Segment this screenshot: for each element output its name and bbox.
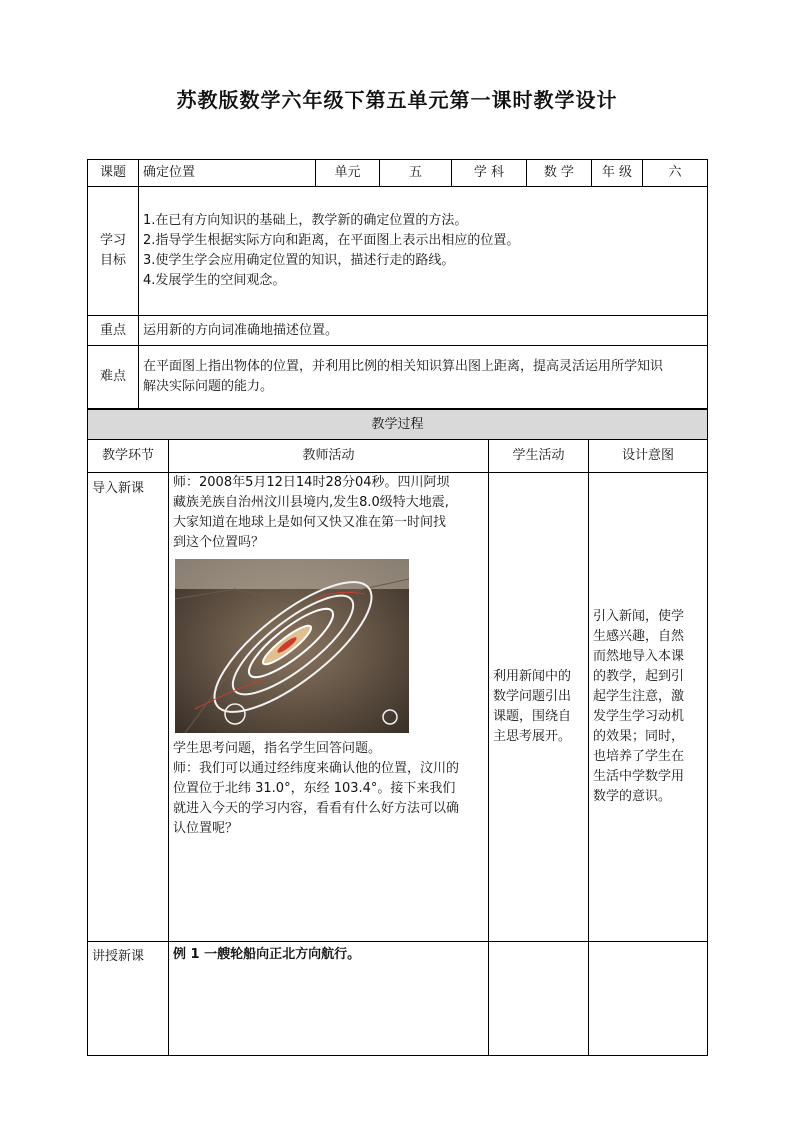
- intro-teacher-line: 学生思考问题，指名学生回答问题。: [173, 741, 382, 756]
- intro-intent-line: 发学生学习动机: [593, 709, 685, 724]
- key-point-text: 运用新的方向词准确地描述位置。: [139, 316, 708, 346]
- intro-intent-line: 数学的意识。: [593, 789, 672, 804]
- col-header-student: 学生活动: [489, 440, 589, 473]
- col-header-teacher: 教师活动: [169, 440, 489, 473]
- intro-intent-line: 生感兴趣，自然: [593, 629, 685, 644]
- key-point-label: 重点: [88, 316, 139, 346]
- intro-teacher-line: 师：2008年5月12日14时28分04秒。四川阿坝: [173, 475, 450, 490]
- intro-teacher-activity: [169, 473, 489, 942]
- intro-intent-line: 而然地导入本课: [593, 649, 685, 664]
- goals-label: [88, 187, 139, 316]
- goal-item: 4.发展学生的空间观念。: [143, 273, 286, 288]
- topic-value: 确定位置: [139, 160, 316, 187]
- process-table: [87, 409, 708, 1056]
- intro-student-activity: [489, 473, 589, 942]
- intro-student-line: 数学问题引出: [493, 689, 572, 704]
- earthquake-map-image: [175, 559, 409, 733]
- goals-list: [139, 187, 708, 316]
- intro-intent-line: 也培养了学生在: [593, 749, 685, 764]
- topic-label: 课题: [88, 160, 139, 187]
- intro-stage: 导入新课: [88, 473, 169, 942]
- intro-student-line: 利用新闻中的: [493, 669, 572, 684]
- intro-teacher-line: 大家知道在地球上是如何又快又准在第一时间找: [173, 515, 447, 530]
- teach-student-activity: [489, 942, 589, 1056]
- goal-item: 3.使学生学会应用确定位置的知识，描述行走的路线。: [143, 253, 455, 268]
- goal-item: 2.指导学生根据实际方向和距离，在平面图上表示出相应的位置。: [143, 233, 520, 248]
- unit-value: 五: [380, 160, 452, 187]
- teach-design-intent: [589, 942, 708, 1056]
- unit-label: 单元: [316, 160, 380, 187]
- grade-value: 六: [643, 160, 708, 187]
- goal-item: 1.在已有方向知识的基础上，教学新的确定位置的方法。: [143, 213, 468, 228]
- intro-intent-line: 的效果；同时，: [593, 729, 685, 744]
- goals-label-line1: 学习: [99, 233, 126, 248]
- subject-value: 数 学: [527, 160, 592, 187]
- intro-intent-line: 起学生注意，激: [593, 689, 685, 704]
- intro-teacher-line: 师：我们可以通过经纬度来确认他的位置，汶川的: [173, 761, 460, 776]
- intro-teacher-line: 位置位于北纬 31.0°，东经 103.4°。接下来我们: [173, 781, 456, 796]
- intro-teacher-line: 认位置呢？: [173, 821, 239, 836]
- col-header-stage: 教学环节: [88, 440, 169, 473]
- grade-label: 年 级: [592, 160, 643, 187]
- difficulty-line: 在平面图上指出物体的位置，并利用比例的相关知识算出图上距离，提高灵活运用所学知识: [143, 359, 664, 374]
- intro-design-intent: [589, 473, 708, 942]
- difficulty-label: 难点: [88, 346, 139, 409]
- subject-label: 学 科: [452, 160, 527, 187]
- teach-teacher-activity: 例 1 一艘轮船向正北方向航行。: [169, 942, 489, 1056]
- goals-label-line2: 目标: [99, 253, 126, 268]
- intro-teacher-line: 藏族羌族自治州汶川县境内,发生8.0级特大地震,: [173, 495, 449, 510]
- intro-intent-line: 生活中学数学用: [593, 769, 685, 784]
- intro-teacher-line: 就进入今天的学习内容，看看有什么好方法可以确: [173, 801, 460, 816]
- page-title: 苏教版数学六年级下第五单元第一课时教学设计: [176, 88, 618, 112]
- col-header-intent: 设计意图: [589, 440, 708, 473]
- difficulty-text: [139, 346, 708, 409]
- teach-stage: 讲授新课: [88, 942, 169, 1056]
- difficulty-line: 解决实际问题的能力。: [143, 379, 274, 394]
- intro-intent-line: 引入新闻，使学: [593, 609, 685, 624]
- lesson-info-table: [87, 159, 708, 409]
- intro-teacher-line: 到这个位置吗？: [173, 535, 265, 550]
- intro-student-line: 主思考展开。: [493, 729, 572, 744]
- intro-intent-line: 的教学，起到引: [593, 669, 685, 684]
- process-title: 教学过程: [88, 410, 708, 440]
- intro-student-line: 课题，围绕自: [493, 709, 572, 724]
